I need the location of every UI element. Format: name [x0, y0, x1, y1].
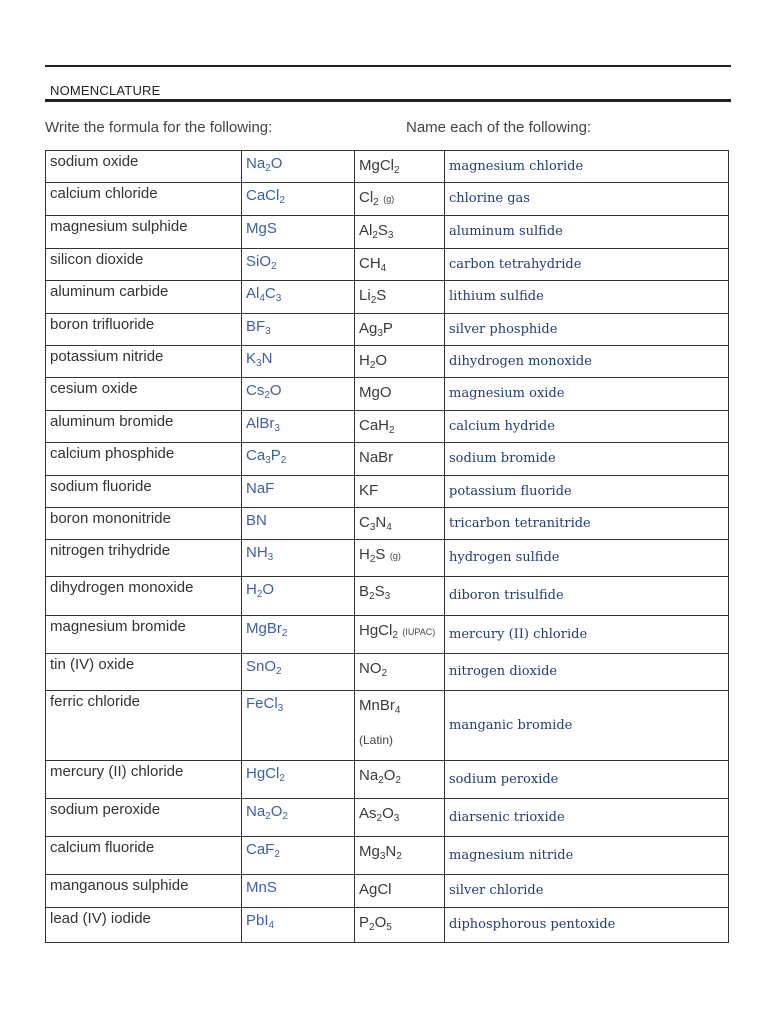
- formula-text: CaH: [359, 417, 390, 434]
- formula-text: O: [375, 352, 388, 369]
- compound-name: aluminum bromide: [46, 411, 242, 443]
- formula-answer: [242, 216, 355, 249]
- table-row: [46, 577, 729, 616]
- formula-text: B: [359, 583, 370, 600]
- formula-answer: [242, 799, 355, 837]
- subscript: 3: [369, 522, 376, 533]
- subscript: 2: [265, 163, 271, 174]
- formula-text: N: [261, 350, 273, 367]
- name-answer: aluminum sulfide: [445, 216, 729, 249]
- subscript: 3: [377, 328, 383, 339]
- table-row: [46, 837, 729, 875]
- table-row: [46, 378, 729, 411]
- subscript: 4: [380, 263, 387, 274]
- subscript: 2: [281, 628, 288, 639]
- given-formula: [355, 249, 445, 281]
- formula-answer: [242, 908, 355, 943]
- left-instruction: Write the formula for the following:: [45, 119, 273, 136]
- table-row: [46, 616, 729, 654]
- formula-text: O: [382, 805, 394, 822]
- given-formula: [355, 411, 445, 443]
- right-instruction: Name each of the following:: [406, 119, 592, 136]
- formula-text: N: [375, 514, 387, 531]
- table-row: [46, 346, 729, 378]
- title-rule: [45, 99, 731, 102]
- formula-text: K: [246, 350, 257, 367]
- formula-text: O: [374, 914, 387, 931]
- name-answer: magnesium chloride: [445, 151, 729, 183]
- given-formula: [355, 151, 445, 183]
- name-answer: manganic bromide: [445, 691, 729, 761]
- given-formula: [355, 908, 445, 943]
- subscript: 2: [264, 390, 270, 401]
- name-answer: sodium peroxide: [445, 761, 729, 799]
- formula-text: S: [375, 546, 386, 563]
- formula-answer: [242, 761, 355, 799]
- state-note: (IUPAC): [399, 627, 436, 637]
- compound-name: calcium phosphide: [46, 443, 242, 476]
- formula-answer: [242, 654, 355, 691]
- given-formula: [355, 183, 445, 216]
- given-formula: [355, 577, 445, 616]
- given-formula: [355, 761, 445, 799]
- subscript: 3: [379, 851, 386, 862]
- name-answer: magnesium oxide: [445, 378, 729, 411]
- given-formula: [355, 216, 445, 249]
- given-formula: [355, 875, 445, 908]
- table-row: [46, 443, 729, 476]
- formula-text: CaCl: [246, 187, 280, 204]
- state-note: (g): [387, 551, 401, 561]
- compound-name: magnesium sulphide: [46, 216, 242, 249]
- formula-answer: [242, 616, 355, 654]
- given-formula: [355, 799, 445, 837]
- top-rule: [45, 65, 731, 67]
- compound-name: manganous sulphide: [46, 875, 242, 908]
- table-row: [46, 476, 729, 508]
- compound-name: lead (IV) iodide: [46, 908, 242, 943]
- formula-answer: [242, 314, 355, 346]
- compound-name: boron trifluoride: [46, 314, 242, 346]
- subscript: 2: [280, 455, 287, 466]
- subscript: 2: [394, 165, 400, 176]
- name-answer: carbon tetrahydride: [445, 249, 729, 281]
- formula-text: S: [377, 222, 388, 239]
- name-answer: nitrogen dioxide: [445, 654, 729, 691]
- formula-answer: [242, 183, 355, 216]
- formula-text: MnS: [246, 879, 277, 896]
- formula-text: NaF: [246, 480, 275, 497]
- subscript: 2: [369, 554, 376, 565]
- compound-name: ferric chloride: [46, 691, 242, 761]
- table-row: [46, 281, 729, 314]
- name-answer: sodium bromide: [445, 443, 729, 476]
- formula-text: NH: [246, 544, 268, 561]
- formula-text: Na: [246, 155, 266, 172]
- name-answer: silver phosphide: [445, 314, 729, 346]
- table-row: [46, 908, 729, 943]
- given-formula: [355, 540, 445, 577]
- formula-text: Al: [359, 222, 373, 239]
- table-row: [46, 411, 729, 443]
- page-title: NOMENCLATURE: [50, 83, 161, 98]
- formula-answer: [242, 443, 355, 476]
- subscript: 2: [274, 849, 280, 860]
- formula-text: MgCl: [359, 157, 395, 174]
- subscript: 2: [276, 666, 282, 677]
- given-formula: [355, 837, 445, 875]
- table-row: [46, 540, 729, 577]
- compound-name: boron mononitride: [46, 508, 242, 540]
- formula-text: Na: [246, 803, 266, 820]
- formula-answer: [242, 378, 355, 411]
- subscript: 2: [392, 630, 398, 641]
- subscript: 3: [387, 230, 394, 241]
- table-row: [46, 875, 729, 908]
- formula-text: MgO: [359, 384, 392, 401]
- compound-name: sodium fluoride: [46, 476, 242, 508]
- given-formula: [355, 654, 445, 691]
- subscript: 3: [256, 358, 262, 369]
- formula-text: PbI: [246, 912, 269, 929]
- subscript: 4: [259, 293, 265, 304]
- name-answer: silver chloride: [445, 875, 729, 908]
- formula-text: C: [264, 285, 276, 302]
- subscript: 3: [274, 423, 280, 434]
- subscript: 2: [369, 591, 375, 602]
- subscript: 2: [370, 295, 377, 306]
- given-formula: [355, 691, 445, 761]
- given-formula: [355, 476, 445, 508]
- nomenclature-table: [45, 150, 729, 943]
- name-answer: tricarbon tetranitride: [445, 508, 729, 540]
- formula-text: BN: [246, 512, 267, 529]
- subscript: 4: [394, 705, 401, 716]
- formula-text: As: [359, 805, 377, 822]
- name-answer: calcium hydride: [445, 411, 729, 443]
- name-answer: chlorine gas: [445, 183, 729, 216]
- formula-text: CaF: [246, 841, 275, 858]
- subscript: 2: [376, 813, 383, 824]
- name-answer: magnesium nitride: [445, 837, 729, 875]
- compound-name: mercury (II) chloride: [46, 761, 242, 799]
- formula-text: KF: [359, 482, 379, 499]
- table-row: [46, 216, 729, 249]
- formula-answer: [242, 691, 355, 761]
- state-note: (g): [380, 194, 395, 204]
- formula-text: Al: [246, 285, 260, 302]
- formula-answer: [242, 837, 355, 875]
- name-answer: diboron trisulfide: [445, 577, 729, 616]
- formula-answer: [242, 281, 355, 314]
- compound-name: nitrogen trihydride: [46, 540, 242, 577]
- subscript: 2: [395, 775, 401, 786]
- table-row: [46, 691, 729, 761]
- formula-text: Li: [359, 287, 371, 304]
- name-answer: mercury (II) chloride: [445, 616, 729, 654]
- table-row: [46, 799, 729, 837]
- subscript: 3: [393, 813, 400, 824]
- subscript: 3: [384, 591, 391, 602]
- compound-name: silicon dioxide: [46, 249, 242, 281]
- compound-name: potassium nitride: [46, 346, 242, 378]
- compound-name: aluminum carbide: [46, 281, 242, 314]
- formula-answer: [242, 151, 355, 183]
- subscript: 4: [386, 522, 392, 533]
- formula-text: P: [382, 320, 393, 337]
- formula-text: NaBr: [359, 449, 394, 466]
- formula-text: MgS: [246, 220, 277, 237]
- name-answer: hydrogen sulfide: [445, 540, 729, 577]
- compound-name: sodium peroxide: [46, 799, 242, 837]
- name-answer: lithium sulfide: [445, 281, 729, 314]
- name-answer: diphosphorous pentoxide: [445, 908, 729, 943]
- formula-answer: [242, 577, 355, 616]
- formula-text: Mg: [359, 843, 380, 860]
- formula-text: CH: [359, 255, 381, 272]
- formula-answer: [242, 249, 355, 281]
- formula-text: O: [383, 767, 396, 784]
- compound-name: calcium fluoride: [46, 837, 242, 875]
- formula-text: H: [359, 546, 370, 563]
- formula-answer: [242, 411, 355, 443]
- subscript: 5: [386, 922, 392, 933]
- given-formula: [355, 378, 445, 411]
- compound-name: dihydrogen monoxide: [46, 577, 242, 616]
- formula-text: AgCl: [359, 881, 392, 898]
- formula-text: S: [374, 583, 385, 600]
- subscript: 2: [396, 851, 402, 862]
- table-row: [46, 654, 729, 691]
- formula-answer: [242, 540, 355, 577]
- given-formula: [355, 314, 445, 346]
- formula-text: O: [269, 382, 282, 399]
- formula-text: Ca: [246, 447, 266, 464]
- formula-text: BF: [246, 318, 266, 335]
- formula-text: SnO: [246, 658, 277, 675]
- formula-text: SiO: [246, 253, 272, 270]
- formula-text: AlBr: [246, 415, 275, 432]
- table-row: [46, 761, 729, 799]
- subscript: 2: [381, 668, 388, 679]
- formula-text: P: [270, 447, 281, 464]
- formula-text: FeCl: [246, 695, 278, 712]
- table-row: [46, 508, 729, 540]
- subscript: 2: [389, 425, 395, 436]
- formula-text: O: [270, 803, 283, 820]
- subscript: 3: [275, 293, 282, 304]
- subscript: 2: [369, 922, 375, 933]
- formula-text: MnBr: [359, 697, 395, 714]
- given-formula: [355, 616, 445, 654]
- formula-text: P: [359, 914, 370, 931]
- compound-name: sodium oxide: [46, 151, 242, 183]
- name-answer: dihydrogen monoxide: [445, 346, 729, 378]
- subscript: 2: [373, 197, 379, 208]
- subscript: 3: [265, 455, 271, 466]
- subscript: 2: [256, 589, 263, 600]
- table-row: [46, 151, 729, 183]
- formula-text: O: [262, 581, 275, 598]
- given-formula: [355, 281, 445, 314]
- formula-text: Na: [359, 767, 379, 784]
- formula-text: MgBr: [246, 620, 282, 637]
- formula-answer: [242, 346, 355, 378]
- latin-note: (Latin): [359, 733, 394, 747]
- formula-text: C: [359, 514, 370, 531]
- subscript: 2: [369, 360, 376, 371]
- formula-text: H: [359, 352, 370, 369]
- subscript: 2: [279, 195, 285, 206]
- subscript: 2: [372, 230, 378, 241]
- table-row: [46, 183, 729, 216]
- formula-text: HgCl: [359, 622, 393, 639]
- name-answer: diarsenic trioxide: [445, 799, 729, 837]
- subscript: 3: [277, 703, 284, 714]
- formula-answer: [242, 508, 355, 540]
- table-row: [46, 314, 729, 346]
- table-row: [46, 249, 729, 281]
- formula-text: S: [376, 287, 387, 304]
- formula-answer: [242, 875, 355, 908]
- given-formula: [355, 346, 445, 378]
- subscript: 2: [282, 811, 288, 822]
- subscript: 2: [378, 775, 384, 786]
- subscript: 3: [267, 552, 274, 563]
- subscript: 2: [271, 261, 277, 272]
- formula-text: NO: [359, 660, 382, 677]
- given-formula: [355, 508, 445, 540]
- table-body: [46, 151, 729, 943]
- subscript: 4: [268, 920, 275, 931]
- formula-text: N: [385, 843, 397, 860]
- given-formula: [355, 443, 445, 476]
- compound-name: tin (IV) oxide: [46, 654, 242, 691]
- subscript: 3: [265, 326, 271, 337]
- formula-answer: [242, 476, 355, 508]
- formula-text: Cl: [359, 189, 374, 206]
- formula-text: Cs: [246, 382, 265, 399]
- formula-text: HgCl: [246, 765, 280, 782]
- formula-text: O: [270, 155, 283, 172]
- compound-name: calcium chloride: [46, 183, 242, 216]
- subscript: 2: [279, 773, 285, 784]
- formula-text: Ag: [359, 320, 378, 337]
- formula-text: H: [246, 581, 257, 598]
- name-answer: potassium fluoride: [445, 476, 729, 508]
- subscript: 2: [265, 811, 271, 822]
- compound-name: cesium oxide: [46, 378, 242, 411]
- compound-name: magnesium bromide: [46, 616, 242, 654]
